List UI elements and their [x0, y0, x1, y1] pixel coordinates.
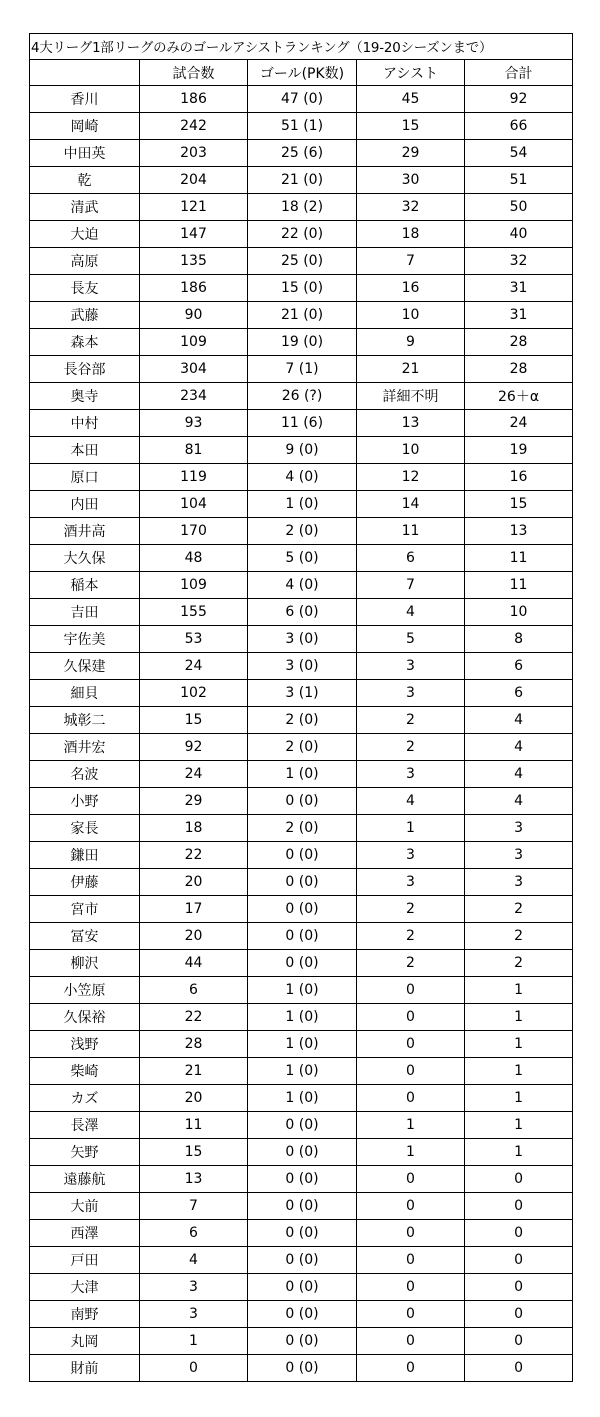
games-cell: 104 — [140, 491, 248, 518]
games-cell: 6 — [140, 1220, 248, 1247]
games-cell: 92 — [140, 734, 248, 761]
goals-cell: 0 (0) — [248, 788, 357, 815]
player-name: 原口 — [30, 464, 140, 491]
player-name: 戸田 — [30, 1247, 140, 1274]
assists-cell: 0 — [357, 1355, 465, 1382]
goals-cell: 0 (0) — [248, 1274, 357, 1301]
table-row — [30, 869, 573, 896]
table-row — [30, 1274, 573, 1301]
goals-cell: 3 (1) — [248, 680, 357, 707]
total-cell: 31 — [465, 302, 573, 329]
assists-cell: 3 — [357, 842, 465, 869]
total-cell: 15 — [465, 491, 573, 518]
total-cell: 24 — [465, 410, 573, 437]
table-row — [30, 572, 573, 599]
assists-cell: 詳細不明 — [357, 383, 465, 410]
goals-cell: 25 (0) — [248, 248, 357, 275]
table-row — [30, 1220, 573, 1247]
table-row — [30, 518, 573, 545]
goals-cell: 4 (0) — [248, 572, 357, 599]
assists-cell: 13 — [357, 410, 465, 437]
goals-cell: 2 (0) — [248, 734, 357, 761]
table-row — [30, 1355, 573, 1382]
player-name: 中村 — [30, 410, 140, 437]
player-name: 武藤 — [30, 302, 140, 329]
assists-cell: 2 — [357, 923, 465, 950]
player-name: 長澤 — [30, 1112, 140, 1139]
total-cell: 1 — [465, 1058, 573, 1085]
assists-cell: 29 — [357, 140, 465, 167]
assists-cell: 0 — [357, 1085, 465, 1112]
games-cell: 21 — [140, 1058, 248, 1085]
player-name: 宮市 — [30, 896, 140, 923]
total-cell: 0 — [465, 1193, 573, 1220]
assists-cell: 0 — [357, 1004, 465, 1031]
games-cell: 44 — [140, 950, 248, 977]
table-row — [30, 1328, 573, 1355]
table-row — [30, 383, 573, 410]
games-cell: 48 — [140, 545, 248, 572]
total-cell: 1 — [465, 1004, 573, 1031]
games-cell: 22 — [140, 1004, 248, 1031]
games-cell: 90 — [140, 302, 248, 329]
goals-cell: 1 (0) — [248, 761, 357, 788]
header-name — [30, 60, 140, 86]
title-row — [30, 34, 573, 60]
assists-cell: 32 — [357, 194, 465, 221]
table-row — [30, 788, 573, 815]
table-row — [30, 86, 573, 113]
header-goals: ゴール(PK数) — [248, 60, 357, 86]
total-cell: 10 — [465, 599, 573, 626]
goals-cell: 21 (0) — [248, 302, 357, 329]
assists-cell: 1 — [357, 1112, 465, 1139]
player-name: 小野 — [30, 788, 140, 815]
table-row — [30, 1058, 573, 1085]
games-cell: 15 — [140, 1139, 248, 1166]
player-name: カズ — [30, 1085, 140, 1112]
total-cell: 51 — [465, 167, 573, 194]
table-row — [30, 1166, 573, 1193]
total-cell: 0 — [465, 1355, 573, 1382]
assists-cell: 2 — [357, 896, 465, 923]
games-cell: 53 — [140, 626, 248, 653]
assists-cell: 4 — [357, 788, 465, 815]
total-cell: 13 — [465, 518, 573, 545]
player-name: 柳沢 — [30, 950, 140, 977]
total-cell: 3 — [465, 842, 573, 869]
table-row — [30, 1247, 573, 1274]
player-name: 内田 — [30, 491, 140, 518]
table-row — [30, 1301, 573, 1328]
total-cell: 19 — [465, 437, 573, 464]
goals-cell: 0 (0) — [248, 923, 357, 950]
total-cell: 50 — [465, 194, 573, 221]
goals-cell: 18 (2) — [248, 194, 357, 221]
assists-cell: 15 — [357, 113, 465, 140]
player-name: 中田英 — [30, 140, 140, 167]
player-name: 岡崎 — [30, 113, 140, 140]
games-cell: 234 — [140, 383, 248, 410]
games-cell: 242 — [140, 113, 248, 140]
goals-cell: 25 (6) — [248, 140, 357, 167]
total-cell: 16 — [465, 464, 573, 491]
total-cell: 66 — [465, 113, 573, 140]
player-name: 南野 — [30, 1301, 140, 1328]
goals-cell: 0 (0) — [248, 1220, 357, 1247]
player-name: 浅野 — [30, 1031, 140, 1058]
table-row — [30, 977, 573, 1004]
player-name: 奥寺 — [30, 383, 140, 410]
goals-cell: 0 (0) — [248, 1301, 357, 1328]
assists-cell: 0 — [357, 1274, 465, 1301]
games-cell: 3 — [140, 1274, 248, 1301]
assists-cell: 3 — [357, 869, 465, 896]
assists-cell: 4 — [357, 599, 465, 626]
games-cell: 4 — [140, 1247, 248, 1274]
total-cell: 0 — [465, 1328, 573, 1355]
total-cell: 1 — [465, 1139, 573, 1166]
goals-cell: 0 (0) — [248, 1166, 357, 1193]
total-cell: 1 — [465, 1031, 573, 1058]
goals-cell: 1 (0) — [248, 1085, 357, 1112]
games-cell: 109 — [140, 329, 248, 356]
table-row — [30, 950, 573, 977]
table-row — [30, 761, 573, 788]
goals-cell: 11 (6) — [248, 410, 357, 437]
goals-cell: 26 (?) — [248, 383, 357, 410]
total-cell: 2 — [465, 896, 573, 923]
header-row — [30, 60, 573, 86]
games-cell: 20 — [140, 869, 248, 896]
games-cell: 24 — [140, 761, 248, 788]
player-name: 稲本 — [30, 572, 140, 599]
assists-cell: 3 — [357, 680, 465, 707]
goals-cell: 21 (0) — [248, 167, 357, 194]
goals-cell: 15 (0) — [248, 275, 357, 302]
goals-cell: 22 (0) — [248, 221, 357, 248]
player-name: 吉田 — [30, 599, 140, 626]
table-row — [30, 194, 573, 221]
table-row — [30, 923, 573, 950]
goals-cell: 1 (0) — [248, 1004, 357, 1031]
assists-cell: 21 — [357, 356, 465, 383]
table-row — [30, 113, 573, 140]
goals-cell: 51 (1) — [248, 113, 357, 140]
games-cell: 155 — [140, 599, 248, 626]
player-name: 冨安 — [30, 923, 140, 950]
table-row — [30, 599, 573, 626]
total-cell: 1 — [465, 1112, 573, 1139]
table-row — [30, 626, 573, 653]
total-cell: 3 — [465, 869, 573, 896]
table-row — [30, 167, 573, 194]
assists-cell: 0 — [357, 1220, 465, 1247]
player-name: 香川 — [30, 86, 140, 113]
total-cell: 0 — [465, 1247, 573, 1274]
table-row — [30, 437, 573, 464]
player-name: 長友 — [30, 275, 140, 302]
games-cell: 3 — [140, 1301, 248, 1328]
table-row — [30, 545, 573, 572]
player-name: 長谷部 — [30, 356, 140, 383]
total-cell: 4 — [465, 707, 573, 734]
assists-cell: 16 — [357, 275, 465, 302]
goals-cell: 4 (0) — [248, 464, 357, 491]
games-cell: 203 — [140, 140, 248, 167]
assists-cell: 3 — [357, 653, 465, 680]
goals-cell: 2 (0) — [248, 707, 357, 734]
table-row — [30, 842, 573, 869]
assists-cell: 18 — [357, 221, 465, 248]
table-row — [30, 491, 573, 518]
total-cell: 26＋α — [465, 383, 573, 410]
assists-cell: 0 — [357, 977, 465, 1004]
table-row — [30, 653, 573, 680]
games-cell: 121 — [140, 194, 248, 221]
games-cell: 1 — [140, 1328, 248, 1355]
total-cell: 6 — [465, 653, 573, 680]
games-cell: 147 — [140, 221, 248, 248]
player-name: 久保裕 — [30, 1004, 140, 1031]
goals-cell: 0 (0) — [248, 1247, 357, 1274]
assists-cell: 0 — [357, 1328, 465, 1355]
player-name: 財前 — [30, 1355, 140, 1382]
player-name: 清武 — [30, 194, 140, 221]
assists-cell: 2 — [357, 707, 465, 734]
goals-cell: 1 (0) — [248, 1031, 357, 1058]
player-name: 西澤 — [30, 1220, 140, 1247]
table-body — [30, 34, 573, 1382]
table-row — [30, 1193, 573, 1220]
table-title: 4大リーグ1部リーグのみのゴールアシストランキング（19-20シーズンまで） — [30, 34, 573, 60]
assists-cell: 10 — [357, 437, 465, 464]
total-cell: 1 — [465, 977, 573, 1004]
table-row — [30, 410, 573, 437]
assists-cell: 0 — [357, 1031, 465, 1058]
total-cell: 54 — [465, 140, 573, 167]
table-row — [30, 896, 573, 923]
total-cell: 11 — [465, 572, 573, 599]
games-cell: 22 — [140, 842, 248, 869]
table-row — [30, 1139, 573, 1166]
total-cell: 2 — [465, 950, 573, 977]
player-name: 城彰二 — [30, 707, 140, 734]
header-games: 試合数 — [140, 60, 248, 86]
table-row — [30, 302, 573, 329]
games-cell: 15 — [140, 707, 248, 734]
assists-cell: 1 — [357, 1139, 465, 1166]
total-cell: 0 — [465, 1301, 573, 1328]
table-row — [30, 734, 573, 761]
games-cell: 24 — [140, 653, 248, 680]
goals-cell: 0 (0) — [248, 1328, 357, 1355]
player-name: 丸岡 — [30, 1328, 140, 1355]
games-cell: 20 — [140, 1085, 248, 1112]
assists-cell: 0 — [357, 1166, 465, 1193]
goals-cell: 3 (0) — [248, 653, 357, 680]
games-cell: 20 — [140, 923, 248, 950]
total-cell: 4 — [465, 788, 573, 815]
player-name: 高原 — [30, 248, 140, 275]
player-name: 矢野 — [30, 1139, 140, 1166]
goals-cell: 1 (0) — [248, 1058, 357, 1085]
assists-cell: 10 — [357, 302, 465, 329]
goals-cell: 47 (0) — [248, 86, 357, 113]
player-name: 鎌田 — [30, 842, 140, 869]
table-row — [30, 275, 573, 302]
total-cell: 2 — [465, 923, 573, 950]
total-cell: 1 — [465, 1085, 573, 1112]
total-cell: 0 — [465, 1274, 573, 1301]
table-row — [30, 356, 573, 383]
assists-cell: 1 — [357, 815, 465, 842]
table-row — [30, 248, 573, 275]
games-cell: 135 — [140, 248, 248, 275]
table-row — [30, 1004, 573, 1031]
total-cell: 31 — [465, 275, 573, 302]
games-cell: 81 — [140, 437, 248, 464]
games-cell: 102 — [140, 680, 248, 707]
games-cell: 11 — [140, 1112, 248, 1139]
games-cell: 204 — [140, 167, 248, 194]
games-cell: 17 — [140, 896, 248, 923]
goals-cell: 2 (0) — [248, 518, 357, 545]
games-cell: 29 — [140, 788, 248, 815]
goals-cell: 0 (0) — [248, 1355, 357, 1382]
total-cell: 11 — [465, 545, 573, 572]
player-name: 酒井高 — [30, 518, 140, 545]
total-cell: 0 — [465, 1166, 573, 1193]
player-name: 森本 — [30, 329, 140, 356]
goals-cell: 5 (0) — [248, 545, 357, 572]
games-cell: 109 — [140, 572, 248, 599]
ranking-table — [29, 33, 573, 1382]
table-row — [30, 707, 573, 734]
player-name: 久保建 — [30, 653, 140, 680]
goals-cell: 1 (0) — [248, 491, 357, 518]
goals-cell: 7 (1) — [248, 356, 357, 383]
assists-cell: 2 — [357, 950, 465, 977]
total-cell: 28 — [465, 356, 573, 383]
player-name: 乾 — [30, 167, 140, 194]
player-name: 宇佐美 — [30, 626, 140, 653]
goals-cell: 0 (0) — [248, 842, 357, 869]
table-row — [30, 1031, 573, 1058]
player-name: 大前 — [30, 1193, 140, 1220]
games-cell: 0 — [140, 1355, 248, 1382]
assists-cell: 12 — [357, 464, 465, 491]
total-cell: 28 — [465, 329, 573, 356]
assists-cell: 7 — [357, 572, 465, 599]
goals-cell: 0 (0) — [248, 950, 357, 977]
total-cell: 4 — [465, 761, 573, 788]
player-name: 遠藤航 — [30, 1166, 140, 1193]
goals-cell: 9 (0) — [248, 437, 357, 464]
total-cell: 4 — [465, 734, 573, 761]
games-cell: 93 — [140, 410, 248, 437]
goals-cell: 3 (0) — [248, 626, 357, 653]
player-name: 大迫 — [30, 221, 140, 248]
assists-cell: 0 — [357, 1058, 465, 1085]
assists-cell: 6 — [357, 545, 465, 572]
total-cell: 40 — [465, 221, 573, 248]
total-cell: 3 — [465, 815, 573, 842]
table-row — [30, 140, 573, 167]
table-row — [30, 1085, 573, 1112]
games-cell: 7 — [140, 1193, 248, 1220]
total-cell: 32 — [465, 248, 573, 275]
player-name: 柴崎 — [30, 1058, 140, 1085]
games-cell: 18 — [140, 815, 248, 842]
assists-cell: 0 — [357, 1301, 465, 1328]
assists-cell: 14 — [357, 491, 465, 518]
table-row — [30, 464, 573, 491]
assists-cell: 9 — [357, 329, 465, 356]
total-cell: 8 — [465, 626, 573, 653]
table-row — [30, 1112, 573, 1139]
assists-cell: 45 — [357, 86, 465, 113]
total-cell: 6 — [465, 680, 573, 707]
assists-cell: 3 — [357, 761, 465, 788]
player-name: 家長 — [30, 815, 140, 842]
goals-cell: 6 (0) — [248, 599, 357, 626]
header-assists: アシスト — [357, 60, 465, 86]
total-cell: 92 — [465, 86, 573, 113]
goals-cell: 19 (0) — [248, 329, 357, 356]
games-cell: 28 — [140, 1031, 248, 1058]
player-name: 小笠原 — [30, 977, 140, 1004]
games-cell: 304 — [140, 356, 248, 383]
goals-cell: 1 (0) — [248, 977, 357, 1004]
assists-cell: 7 — [357, 248, 465, 275]
goals-cell: 2 (0) — [248, 815, 357, 842]
table-row — [30, 329, 573, 356]
goals-cell: 0 (0) — [248, 1139, 357, 1166]
player-name: 大津 — [30, 1274, 140, 1301]
header-total: 合計 — [465, 60, 573, 86]
games-cell: 6 — [140, 977, 248, 1004]
player-name: 本田 — [30, 437, 140, 464]
player-name: 細貝 — [30, 680, 140, 707]
assists-cell: 11 — [357, 518, 465, 545]
table-row — [30, 221, 573, 248]
player-name: 名波 — [30, 761, 140, 788]
total-cell: 0 — [465, 1220, 573, 1247]
player-name: 伊藤 — [30, 869, 140, 896]
games-cell: 13 — [140, 1166, 248, 1193]
games-cell: 170 — [140, 518, 248, 545]
assists-cell: 0 — [357, 1193, 465, 1220]
goals-cell: 0 (0) — [248, 1112, 357, 1139]
games-cell: 186 — [140, 86, 248, 113]
assists-cell: 2 — [357, 734, 465, 761]
table-row — [30, 680, 573, 707]
assists-cell: 5 — [357, 626, 465, 653]
goals-cell: 0 (0) — [248, 1193, 357, 1220]
table-row — [30, 815, 573, 842]
player-name: 大久保 — [30, 545, 140, 572]
player-name: 酒井宏 — [30, 734, 140, 761]
assists-cell: 0 — [357, 1247, 465, 1274]
goals-cell: 0 (0) — [248, 869, 357, 896]
goals-cell: 0 (0) — [248, 896, 357, 923]
games-cell: 186 — [140, 275, 248, 302]
assists-cell: 30 — [357, 167, 465, 194]
games-cell: 119 — [140, 464, 248, 491]
